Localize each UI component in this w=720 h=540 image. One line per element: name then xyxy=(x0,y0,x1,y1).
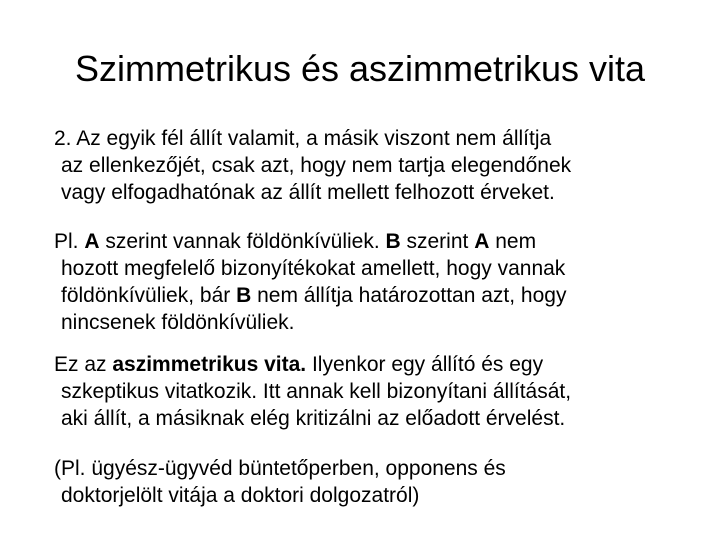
text-line: nincsenek földönkívüliek. xyxy=(61,311,295,334)
text-line: szkeptikus vitatkozik. Itt annak kell bizonyítani állítását, xyxy=(61,380,572,403)
bold-party-a: A xyxy=(474,230,490,253)
text-run: Pl. xyxy=(54,230,85,253)
text-run: szerint vannak földönkívüliek. xyxy=(99,230,386,253)
paragraph-example-aliens xyxy=(54,228,694,336)
bold-party-a: A xyxy=(84,230,100,253)
bold-party-b: B xyxy=(385,230,401,253)
text-run: Ez az xyxy=(54,353,113,376)
paragraph-examples-court xyxy=(54,455,694,509)
bold-term: aszimmetrikus vita. xyxy=(112,353,307,376)
text-run: nem állítja határozottan azt, hogy xyxy=(251,284,567,307)
text-line: aki állít, a másiknak elég kritizálni az előadott érvelést. xyxy=(61,407,566,430)
slide-title: Szimmetrikus és aszimmetrikus vita xyxy=(74,48,646,89)
paragraph-asymmetric-debate xyxy=(54,351,694,432)
text-run: szerint xyxy=(400,230,475,253)
text-line xyxy=(54,351,694,378)
text-line: vagy elfogadhatónak az állít mellett felhozott érveket. xyxy=(61,181,555,204)
text-run: nem xyxy=(489,230,537,253)
text-line: az ellenkezőjét, csak azt, hogy nem tartja elegendőnek xyxy=(61,154,572,177)
text-line: hozott megfelelő bizonyítékokat amellett, hogy vannak xyxy=(61,257,566,280)
text-run: Ilyenkor egy állító és egy xyxy=(306,353,544,376)
text-line: 2. Az egyik fél állít valamit, a másik viszont nem állítja xyxy=(54,127,552,150)
text-line: doktorjelölt vitája a doktori dolgozatról) xyxy=(61,484,420,507)
text-line xyxy=(54,228,694,255)
text-line xyxy=(54,282,694,309)
text-run: földönkívüliek, bár xyxy=(61,284,237,307)
paragraph-disagreement-definition xyxy=(54,125,694,206)
bold-party-b: B xyxy=(236,284,252,307)
text-line: (Pl. ügyész-ügyvéd büntetőperben, opponens és xyxy=(54,457,506,480)
